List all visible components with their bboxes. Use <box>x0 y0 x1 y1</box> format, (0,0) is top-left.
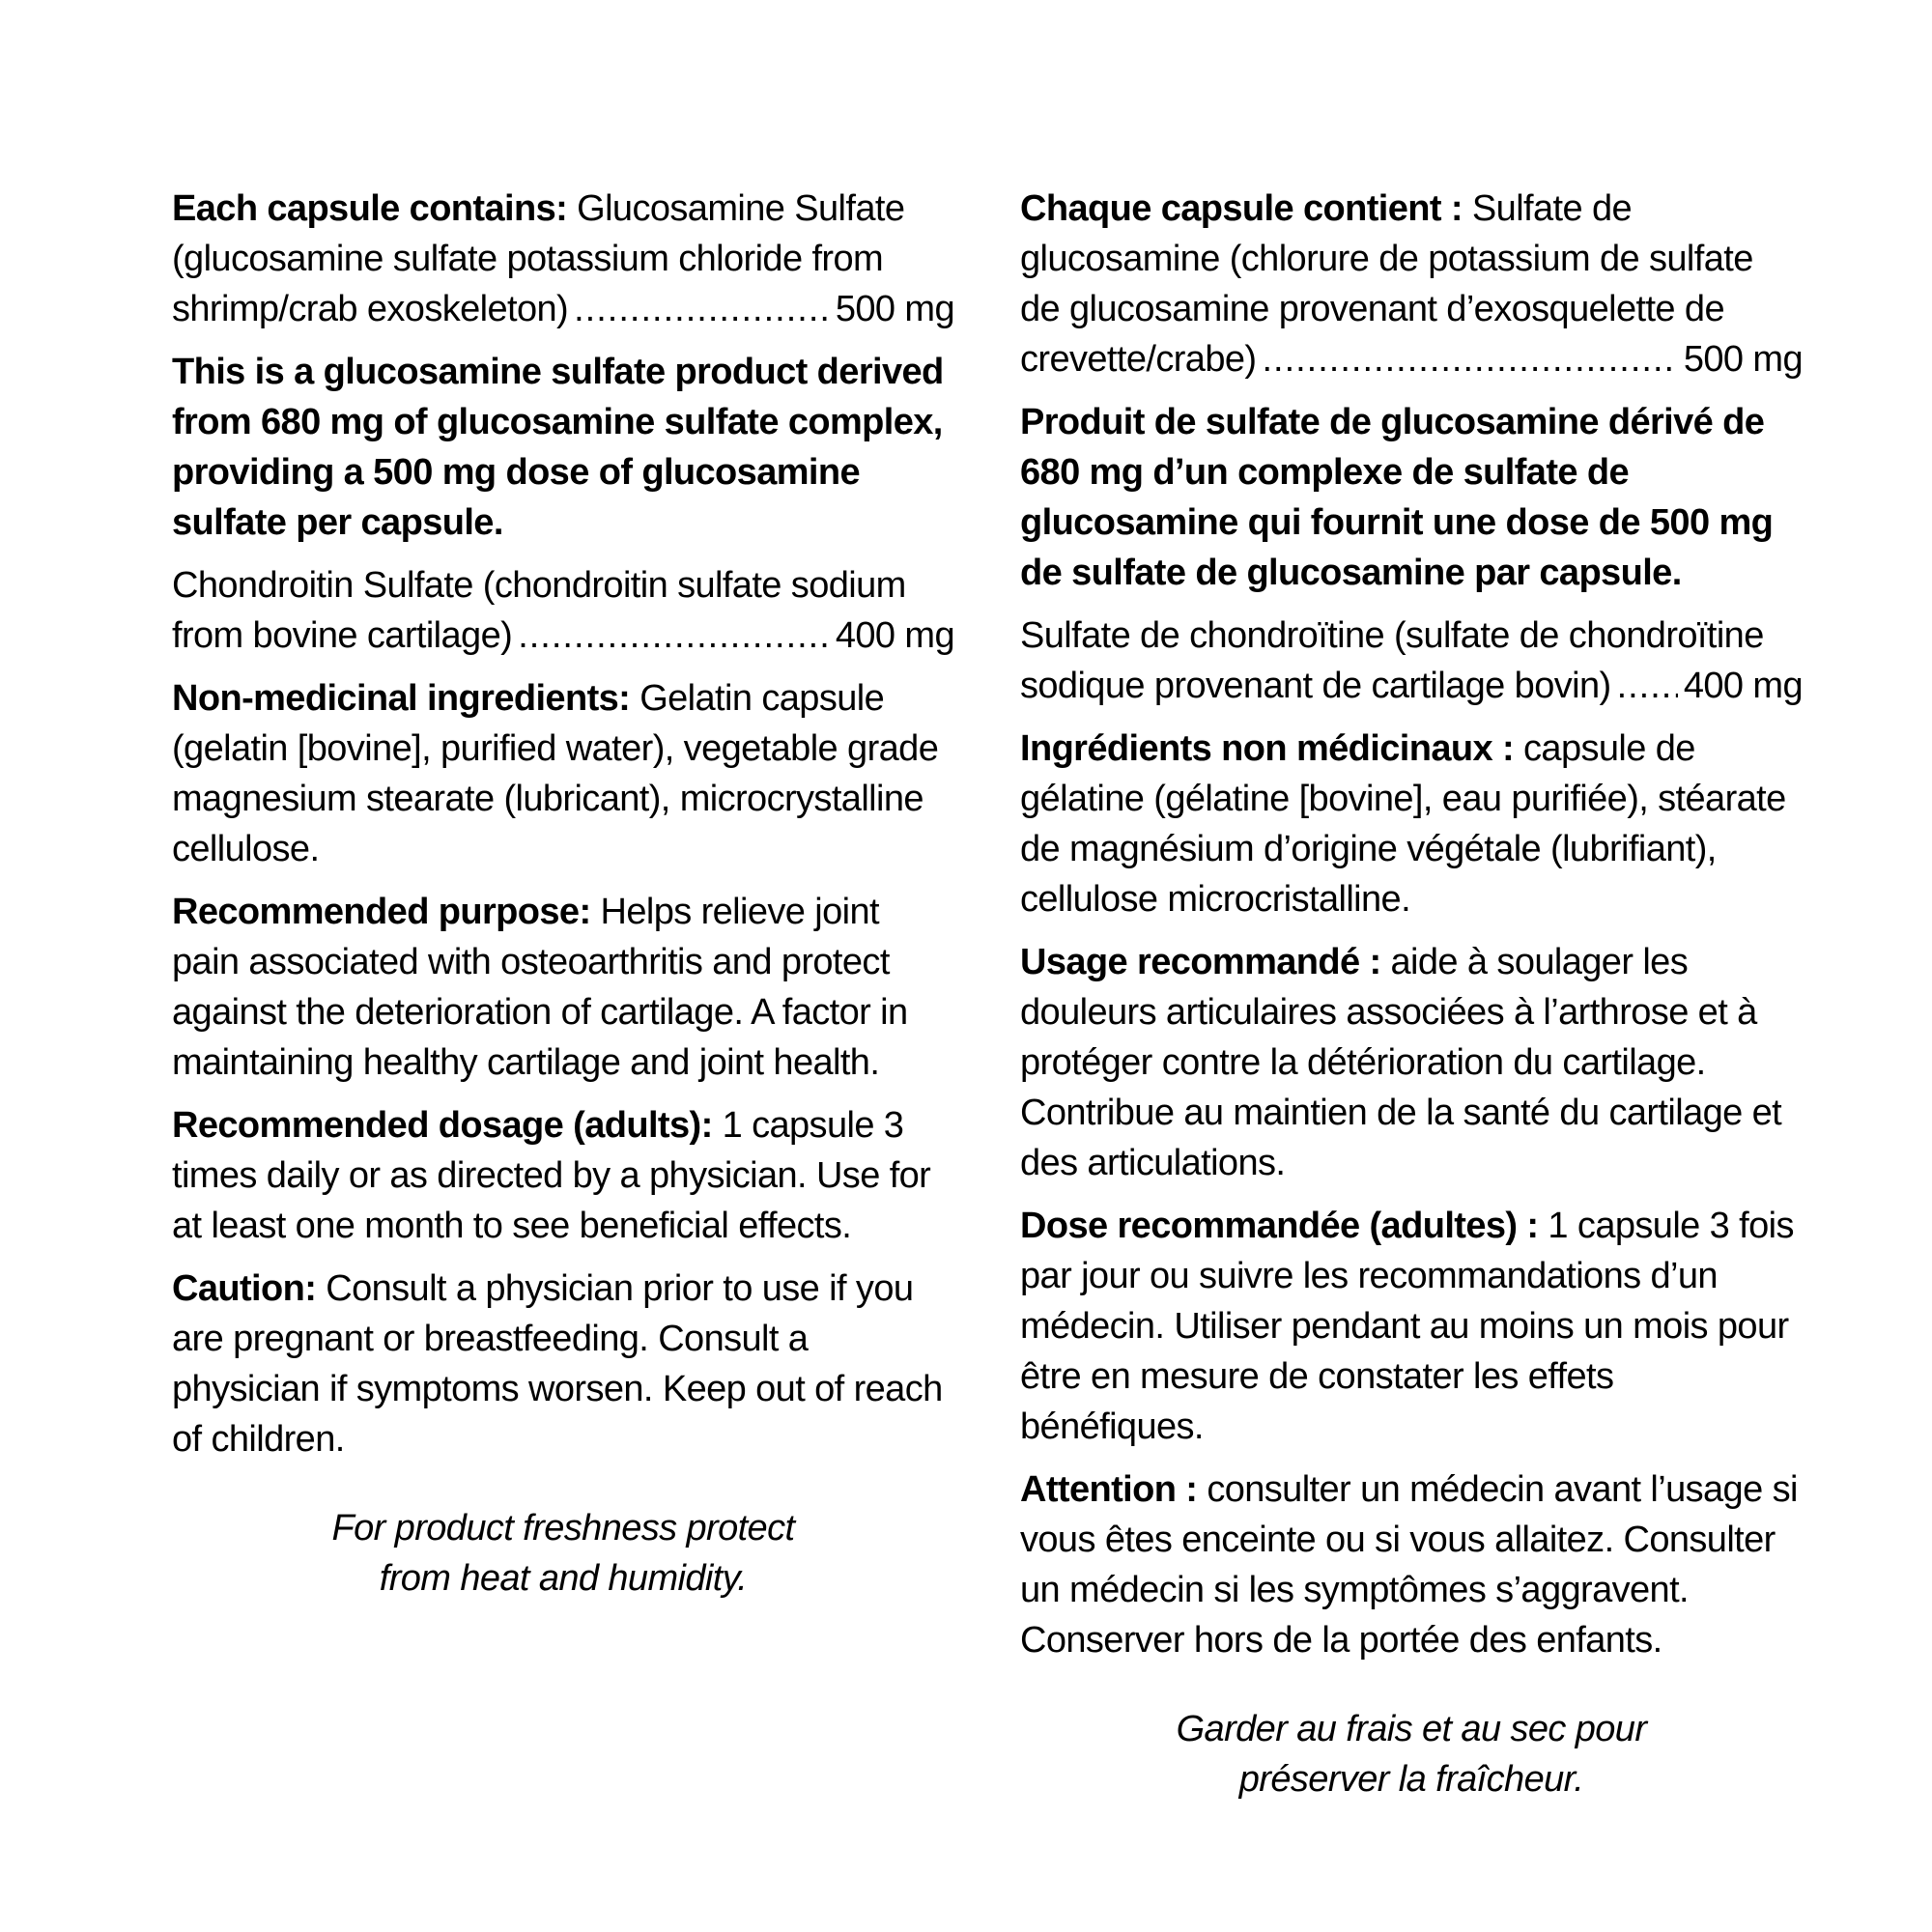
chondroitin-amount-en: 400 mg <box>835 615 954 656</box>
caution-label-fr: Attention : <box>1020 1469 1198 1510</box>
french-column <box>1020 184 1803 1804</box>
capsule-contents-fr <box>1020 184 1803 384</box>
dot-leader <box>518 611 830 661</box>
capsule-contents-en <box>172 184 954 334</box>
capsule-label-fr: Chaque capsule contient : <box>1020 188 1463 229</box>
dosage-label-fr: Dose recommandée (adultes) : <box>1020 1206 1539 1246</box>
nonmedicinal-en <box>172 673 954 874</box>
nonmedicinal-text-fr: capsule de gélatine (gélatine [bovine], eau purifiée), stéarate de magnésium d’origine végétale (lubrifiant), cellulose microcristalline. <box>1020 728 1786 920</box>
purpose-text-en: Helps relieve joint pain associated with osteoarthritis and protect against the deterioration of cartilage. A factor in maintaining healthy cartilage and joint health. <box>172 892 908 1083</box>
chondroitin-source-fr: sodique provenant de cartilage bovin) <box>1020 666 1611 706</box>
dot-leader <box>1262 334 1677 384</box>
chondroitin-amount-row-fr <box>1020 661 1803 711</box>
caution-text-fr: consulter un médecin avant l’usage si vous êtes enceinte ou si vous allaitez. Consulter un médecin si les symptômes s’aggravent. Conserver hors de la portée des enfants. <box>1020 1469 1798 1661</box>
caution-label-en: Caution: <box>172 1268 317 1309</box>
capsule-amount-row-fr <box>1020 334 1803 384</box>
capsule-amount-row-en <box>172 284 954 334</box>
capsule-source-cont-en: shrimp/crab exoskeleton) <box>172 289 569 329</box>
english-column <box>172 184 954 1604</box>
dot-leader <box>574 284 830 334</box>
capsule-ingredient-fr: Sulfate de <box>1462 188 1633 229</box>
purpose-fr <box>1020 937 1803 1188</box>
chondroitin-line-fr: Sulfate de chondroïtine (sulfate de chondroïtine <box>1020 615 1764 656</box>
nonmedicinal-label-en: Non-medicinal ingredients: <box>172 678 631 719</box>
dosage-text-en: 1 capsule 3 times daily or as directed by a physician. Use for at least one month to see beneficial effects. <box>172 1105 931 1246</box>
dot-leader <box>1617 661 1678 711</box>
chondroitin-en <box>172 560 954 661</box>
storage-line2-en: from heat and humidity. <box>379 1558 748 1599</box>
storage-note-en <box>172 1503 954 1604</box>
dosage-fr <box>1020 1201 1803 1452</box>
chondroitin-amount-fr: 400 mg <box>1683 666 1803 706</box>
nonmedicinal-label-fr: Ingrédients non médicinaux : <box>1020 728 1515 769</box>
capsule-label-en: Each capsule contains: <box>172 188 568 229</box>
chondroitin-line-en: Chondroitin Sulfate (chondroitin sulfate sodium <box>172 565 906 606</box>
nonmedicinal-text-en: Gelatin capsule (gelatin [bovine], purified water), vegetable grade magnesium stearate (lubricant), microcrystalline cellulose. <box>172 678 939 869</box>
capsule-source-en: (glucosamine sulfate potassium chloride from <box>172 239 884 279</box>
dosage-text-fr: 1 capsule 3 fois par jour ou suivre les recommandations d’un médecin. Utiliser pendant au moins un mois pour être en mesure de constater les effets bénéfiques. <box>1020 1206 1794 1447</box>
storage-line1-fr: Garder au frais et au sec pour <box>1176 1709 1647 1749</box>
capsule-source-fr: glucosamine (chlorure de potassium de sulfate <box>1020 239 1753 279</box>
caution-fr <box>1020 1464 1803 1665</box>
chondroitin-fr <box>1020 611 1803 711</box>
purpose-en <box>172 887 954 1088</box>
derived-statement-en: This is a glucosamine sulfate product derived from 680 mg of glucosamine sulfate complex, providing a 500 mg dose of glucosamine sulfate per capsule. <box>172 352 944 543</box>
dosage-en <box>172 1100 954 1251</box>
nonmedicinal-fr <box>1020 724 1803 924</box>
capsule-ingredient-en: Glucosamine Sulfate <box>567 188 905 229</box>
storage-note-fr <box>1020 1704 1803 1804</box>
capsule-source-cont-fr: de glucosamine provenant d’exosquelette de <box>1020 289 1724 329</box>
purpose-label-en: Recommended purpose: <box>172 892 591 932</box>
storage-line2-fr: préserver la fraîcheur. <box>1238 1759 1584 1800</box>
caution-en <box>172 1264 954 1464</box>
capsule-amount-en: 500 mg <box>835 289 954 329</box>
chondroitin-source-en: from bovine cartilage) <box>172 615 513 656</box>
capsule-amount-fr: 500 mg <box>1683 339 1803 380</box>
purpose-text-fr: aide à soulager les douleurs articulaires associées à l’arthrose et à protéger contre la détérioration du cartilage. Contribue au maintien de la santé du cartilage et des articulations. <box>1020 942 1782 1183</box>
storage-line1-en: For product freshness protect <box>331 1508 795 1548</box>
derived-statement-fr: Produit de sulfate de glucosamine dérivé de 680 mg d’un complexe de sulfate de glucosamine qui fournit une dose de 500 mg de sulfate de glucosamine par capsule. <box>1020 402 1774 593</box>
dosage-label-en: Recommended dosage (adults): <box>172 1105 713 1146</box>
caution-text-en: Consult a physician prior to use if you are pregnant or breastfeeding. Consult a physician if symptoms worsen. Keep out of reach of children. <box>172 1268 943 1460</box>
capsule-source-end-fr: crevette/crabe) <box>1020 339 1257 380</box>
purpose-label-fr: Usage recommandé : <box>1020 942 1381 982</box>
chondroitin-amount-row-en <box>172 611 954 661</box>
